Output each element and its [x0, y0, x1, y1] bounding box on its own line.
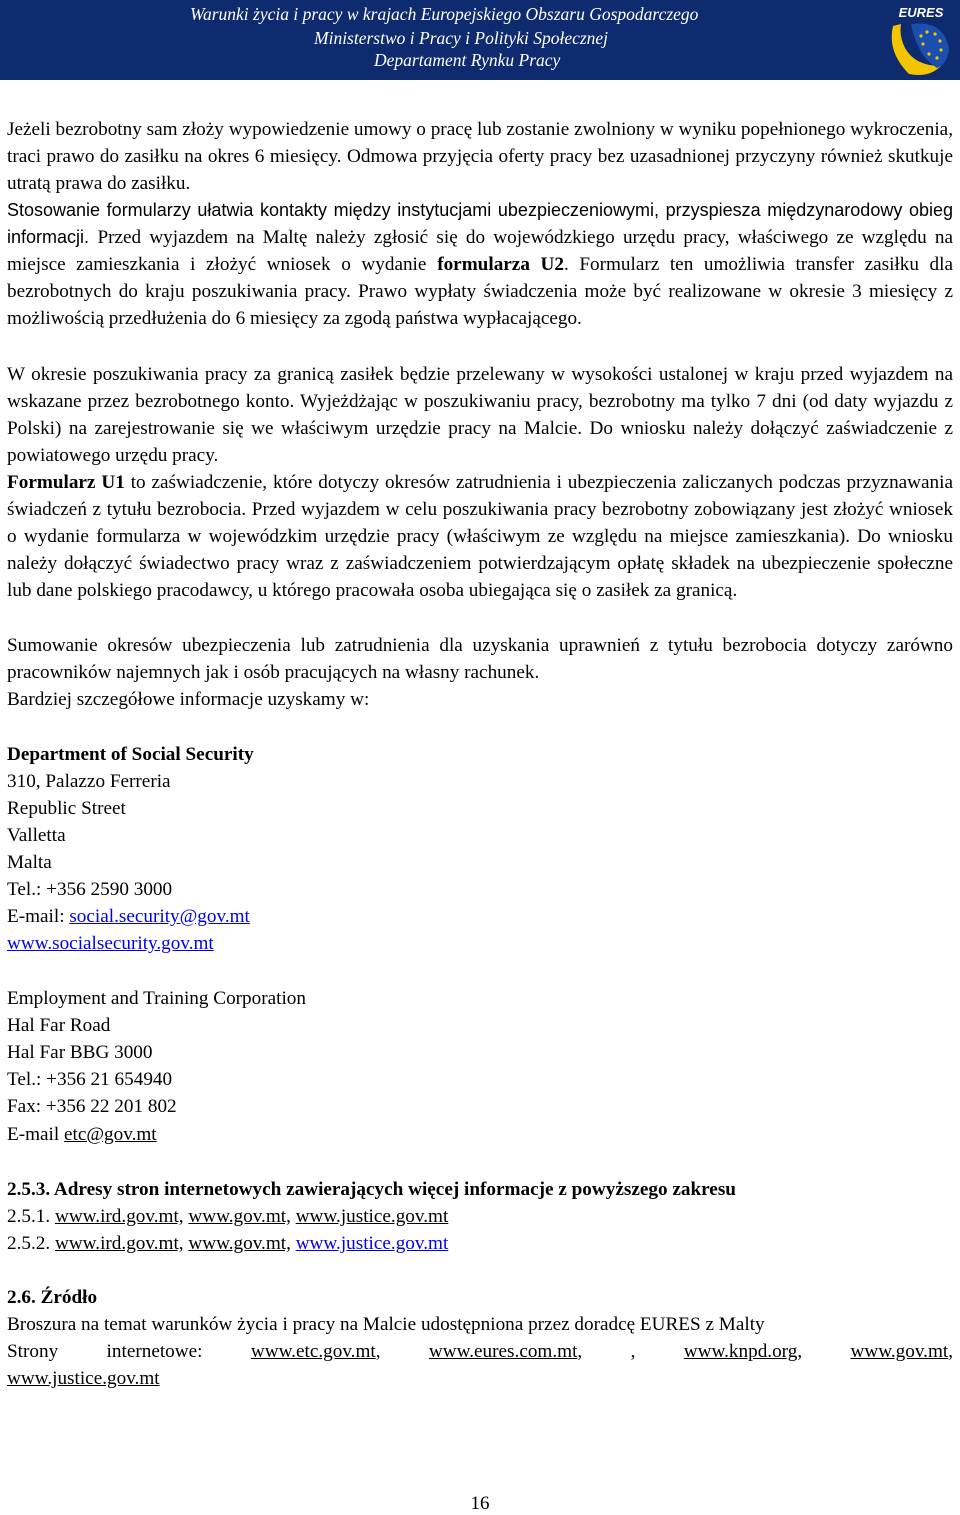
dss-name: Department of Social Security: [7, 744, 254, 765]
page-number: 16: [470, 1493, 490, 1514]
section-253-heading: 2.5.3. Adresy stron internetowych zawierających więcej informacje z powyższego zakresu: [7, 1179, 736, 1200]
link-ird[interactable]: www.ird.gov.mt,: [54, 1233, 184, 1254]
source-websites-line-2: [7, 1365, 160, 1392]
link-gov[interactable]: www.gov.mt,: [188, 1206, 291, 1227]
etc-name: Employment and Training Corporation: [7, 988, 306, 1009]
link-knpd[interactable]: www.knpd.org: [683, 1341, 798, 1362]
etc-address-1: Hal Far Road: [7, 1015, 111, 1036]
etc-fax: Fax: +356 22 201 802: [7, 1096, 177, 1117]
links-row-251: 2.5.1. www.ird.gov.mt, www.gov.mt, www.justice.gov.mt: [7, 1206, 449, 1227]
dss-address-2: Republic Street: [7, 798, 126, 819]
logo-text: EURES: [898, 5, 944, 20]
etc-phone: Tel.: +356 21 654940: [7, 1069, 173, 1090]
paragraph-more-info: Bardziej szczegółowe informacje uzyskamy w:: [7, 689, 370, 710]
link-gov-mt[interactable]: www.gov.mt: [850, 1341, 949, 1362]
dss-address-1: 310, Palazzo Ferreria: [7, 771, 171, 792]
paragraph-sanctions: Jeżeli bezrobotny sam złoży wypowiedzenie umowy o pracę lub zostanie zwolniony w wyniku popełnionego wykroczenia, traci prawo do zasiłku na okres 6 miesięcy. Odmowa przyjęcia oferty pracy bez uzasadnionej przyczyny również skutkuje utratą prawa do zasiłku.: [7, 119, 953, 194]
header-ministry: Ministerstwo i Pracy i Polityki Społecznej: [314, 28, 609, 48]
dss-website-line: [7, 930, 214, 957]
link-ird[interactable]: www.ird.gov.mt,: [54, 1206, 184, 1227]
page-header: [0, 0, 960, 80]
u2-text-start: Przed wyjazdem na Maltę należy zgłosić się do wojewódzkiego urzędu pracy, właściwego ze względu na miejsce zamieszkania i złożyć wniosek o wydanie: [7, 227, 953, 275]
paragraph-aggregation: Sumowanie okresów ubezpieczenia lub zatrudnienia dla uzyskania uprawnień z tytułu bezrobocia dotyczy zarówno pracowników najemnych jak i osób pracujących na własny rachunek.: [7, 635, 953, 683]
form-u2-label: formularza U2: [437, 254, 564, 275]
link-justice[interactable]: www.justice.gov.mt: [295, 1206, 449, 1227]
header-title: Warunki życia i pracy w krajach Europejskiego Obszaru Gospodarczego: [190, 4, 699, 24]
dss-email-link[interactable]: social.security@gov.mt: [69, 906, 250, 927]
etc-address-2: Hal Far BBG 3000: [7, 1042, 153, 1063]
link-justice-source[interactable]: www.justice.gov.mt: [7, 1368, 160, 1389]
dss-website-link[interactable]: www.socialsecurity.gov.mt: [7, 933, 214, 954]
etc-email-link[interactable]: etc@gov.mt: [64, 1124, 157, 1145]
header-department: Departament Rynku Pracy: [374, 50, 561, 70]
link-etc[interactable]: www.etc.gov.mt: [250, 1341, 376, 1362]
paragraph-forms: [7, 197, 953, 332]
form-u1-label: Formularz U1: [7, 472, 125, 493]
eures-logo-icon: [885, 4, 957, 78]
link-justice[interactable]: www.justice.gov.mt: [295, 1233, 449, 1254]
dss-phone: Tel.: +356 2590 3000: [7, 879, 173, 900]
u1-text: to zaświadczenie, które dotyczy okresów zatrudnienia i ubezpieczenia zaliczanych podczas przyznawania świadczeń z tytułu bezrobocia. Przed wyjazdem w celu poszukiwania pracy bezrobotny zobowiązany jest złożyć wniosek o wydanie formularza w wojewódzkim urzędzie pracy (właściwym ze względu na miejsce zamieszkania). Do wniosku należy dołączyć świadectwo pracy wraz z zaświadczeniem potwierdzającym opłatę składek na ubezpieczenie społeczne lub dane polskiego pracodawcy, u którego pracowała osoba ubiegająca się o zasiłek za granicą.: [7, 472, 953, 601]
etc-email-line: E-mail etc@gov.mt: [7, 1124, 157, 1145]
dss-email-line: E-mail: social.security@gov.mt: [7, 906, 250, 927]
source-description: Broszura na temat warunków życia i pracy na Malcie udostępniona przez doradcę EURES z Malty: [7, 1314, 765, 1335]
dss-city: Valletta: [7, 825, 66, 846]
dss-country: Malta: [7, 852, 52, 873]
source-websites-line: Strony internetowe: www.etc.gov.mt, www.eures.com.mt, , www.knpd.org, www.gov.mt,: [7, 1341, 954, 1362]
paragraph-u1: [7, 469, 953, 604]
link-eures[interactable]: www.eures.com.mt: [428, 1341, 578, 1362]
section-26-heading: 2.6. Źródło: [7, 1287, 98, 1308]
forms-text: Stosowanie formularzy ułatwia kontakty między instytucjami ubezpieczeniowymi, przyspiesza międzynarodowy obieg informacji.: [7, 200, 953, 247]
link-gov[interactable]: www.gov.mt,: [188, 1233, 291, 1254]
paragraph-job-search: W okresie poszukiwania pracy za granicą zasiłek będzie przelewany w wysokości ustalonej w kraju przed wyjazdem na wskazane przez bezrobotnego konto. Wyjeżdżając w poszukiwaniu pracy, bezrobotny ma tylko 7 dni (od daty wyjazdu z Polski) na zarejestrowanie się we właściwym urzędzie pracy na Malcie. Do wniosku należy dołączyć zaświadczenie z powiatowego urzędu pracy.: [7, 364, 953, 466]
links-row-252: 2.5.2. www.ird.gov.mt, www.gov.mt, www.justice.gov.mt: [7, 1233, 449, 1254]
u2-text-end: . Formularz ten umożliwia transfer zasiłku dla bezrobotnych do kraju poszukiwania pracy. Prawo wypłaty świadczenia może być realizowane w okresie 3 miesięcy z możliwością przedłużenia do 6 miesięcy za zgodą państwa wypłacającego.: [7, 254, 954, 329]
